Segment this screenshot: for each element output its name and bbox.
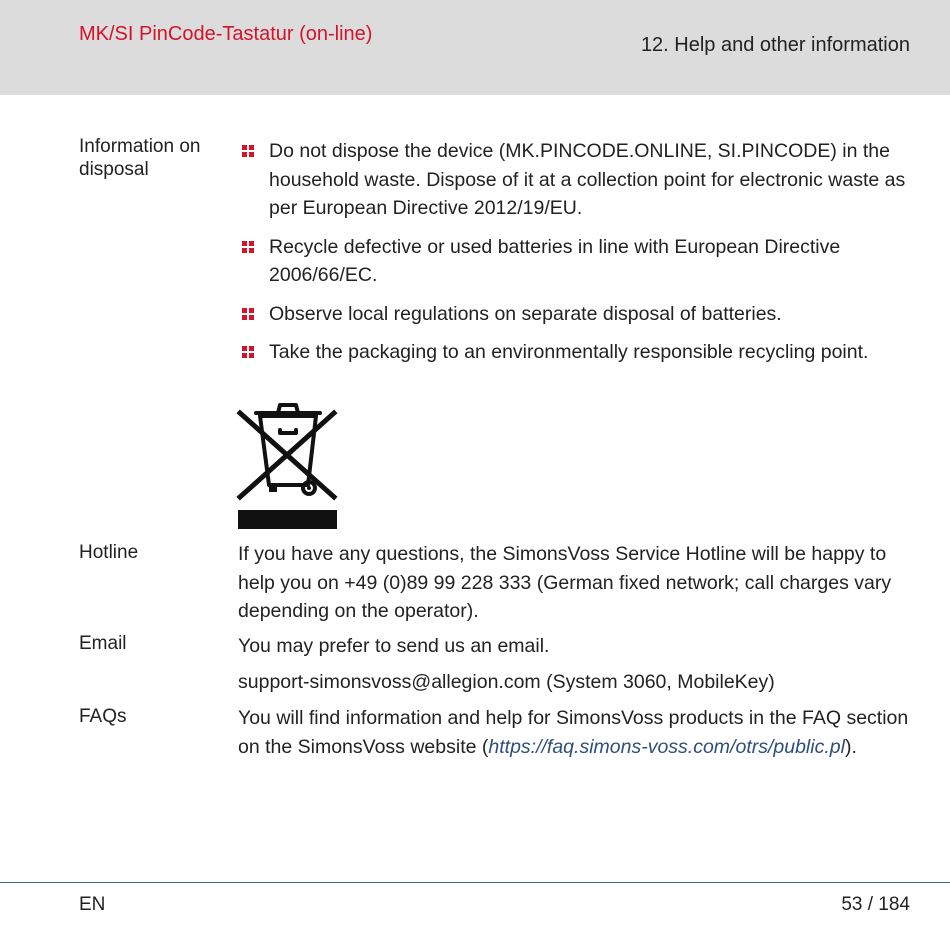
page-number: 53 / 184 bbox=[841, 894, 910, 915]
crossed-out-wheelie-bin-icon bbox=[236, 399, 338, 530]
section-title: 12. Help and other information bbox=[640, 34, 910, 56]
faqs-label: FAQs bbox=[79, 706, 127, 727]
footer-language: EN bbox=[79, 894, 106, 915]
list-item-text: Recycle defective or used batteries in line with European Directive 2006/66/EC. bbox=[269, 235, 841, 286]
list-item bbox=[238, 338, 918, 367]
footer-divider bbox=[0, 882, 950, 883]
list-item-text: Observe local regulations on separate disposal of batteries. bbox=[269, 302, 782, 325]
faq-link[interactable]: https://faq.simons-voss.com/otrs/public.pl bbox=[488, 735, 845, 758]
page-header bbox=[0, 0, 950, 95]
list-item bbox=[238, 137, 918, 223]
disposal-list bbox=[238, 137, 918, 377]
bullet-icon bbox=[242, 145, 255, 158]
faqs-text-before: You will find information and help for SimonsVoss products in the FAQ section on the SimonsVoss website ( bbox=[238, 707, 909, 758]
email-intro: You may prefer to send us an email. bbox=[238, 635, 550, 657]
bullet-icon bbox=[242, 308, 255, 321]
disposal-label: Information on disposal bbox=[79, 136, 201, 180]
hotline-label: Hotline bbox=[79, 542, 139, 563]
faqs-text-after: ). bbox=[844, 735, 857, 758]
bullet-icon bbox=[242, 241, 255, 254]
hotline-text: If you have any questions, the SimonsVoss Service Hotline will be happy to help you on +49 (0)89 99 228 333 (German fixed network; call charges vary depending on the operator). bbox=[238, 543, 892, 622]
email-label: Email bbox=[79, 633, 127, 654]
list-item-text: Take the packaging to an environmentally responsible recycling point. bbox=[269, 341, 869, 363]
email-address: support-simonsvoss@allegion.com (System 3060, MobileKey) bbox=[238, 671, 775, 693]
list-item bbox=[238, 300, 918, 329]
list-item bbox=[238, 233, 918, 290]
list-item-text: Do not dispose the device (MK.PINCODE.ONLINE, SI.PINCODE) in the household waste. Dispose of it at a collection point for electronic waste as per European Directive 2012/19/EU. bbox=[269, 140, 906, 219]
document-title: MK/SI PinCode-Tastatur (on-line) bbox=[79, 23, 373, 45]
bullet-icon bbox=[242, 346, 255, 359]
faqs-text bbox=[238, 704, 918, 761]
